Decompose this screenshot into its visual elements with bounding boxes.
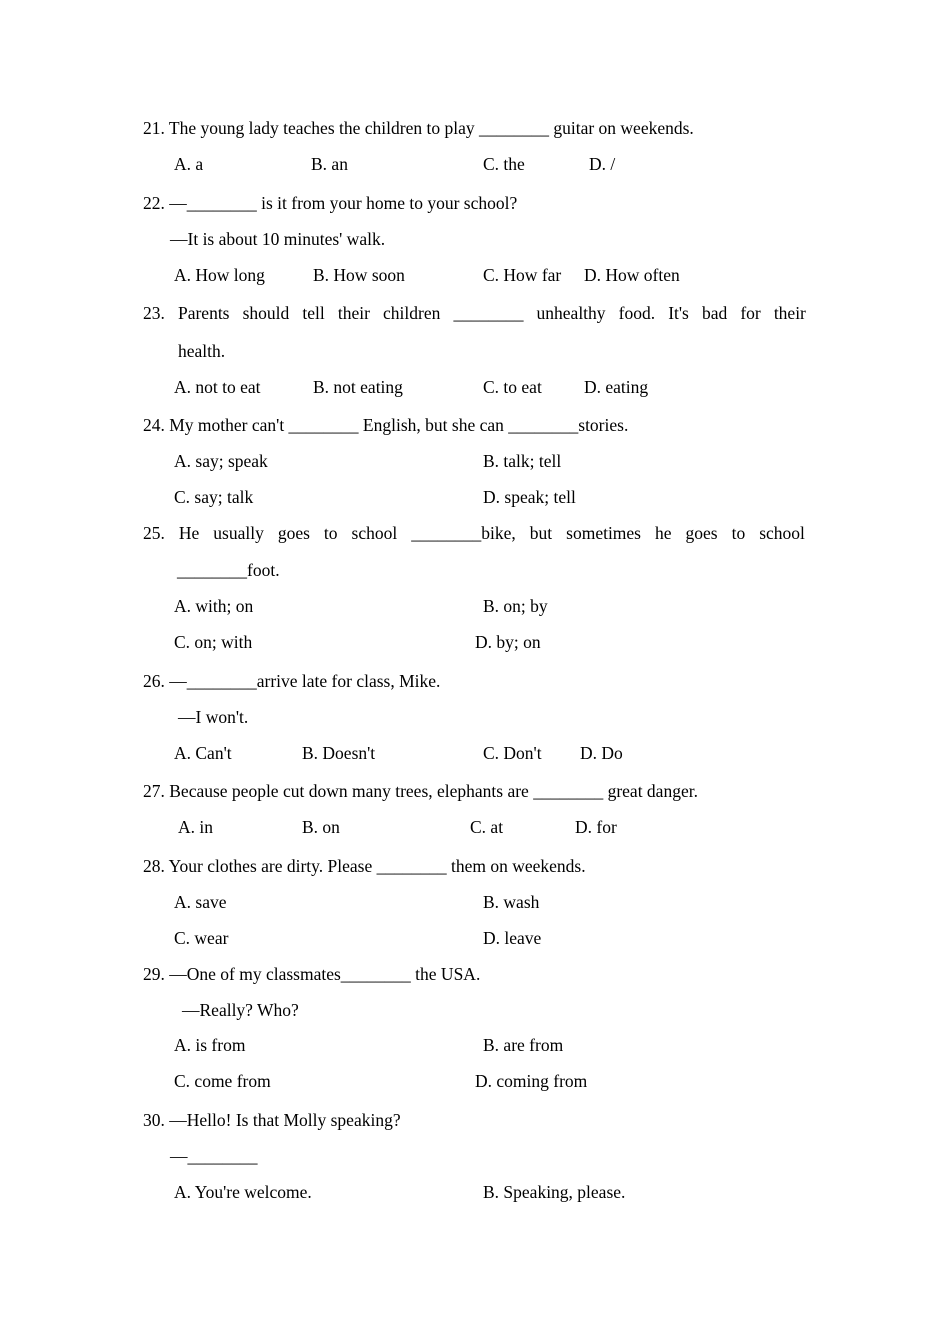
- question-28-option-d: D. leave: [483, 928, 542, 948]
- question-27-option-a: A. in: [178, 817, 213, 837]
- question-29-reply: —Really? Who?: [182, 1000, 299, 1020]
- question-30-option-b: B. Speaking, please.: [483, 1182, 626, 1202]
- stem-word: 25.: [143, 523, 165, 543]
- question-26-option-a: A. Can't: [174, 743, 232, 763]
- stem-word: 23.: [143, 303, 165, 323]
- stem-word: Parents: [177, 303, 230, 323]
- stem-word: bad: [701, 303, 728, 323]
- question-21-option-d: D. /: [589, 154, 616, 174]
- question-28-option-b: B. wash: [483, 892, 540, 912]
- stem-word: tell: [302, 303, 325, 323]
- question-30-reply: —________: [170, 1146, 258, 1166]
- question-22-option-d: D. How often: [584, 265, 680, 285]
- question-26-reply: —I won't.: [178, 707, 249, 727]
- stem-word: school: [759, 523, 805, 543]
- stem-word: goes: [685, 523, 718, 543]
- stem-word: to: [731, 523, 746, 543]
- stem-word: he: [655, 523, 672, 543]
- question-24-option-b: B. talk; tell: [483, 451, 562, 471]
- question-22-option-a: A. How long: [174, 265, 265, 285]
- stem-word: their: [773, 303, 806, 323]
- stem-word: goes: [277, 523, 310, 543]
- question-28-option-a: A. save: [174, 892, 227, 912]
- stem-word: He: [178, 523, 200, 543]
- stem-word: food.: [618, 303, 656, 323]
- question-25-option-b: B. on; by: [483, 596, 548, 616]
- question-29-option-c: C. come from: [174, 1071, 271, 1091]
- question-26-stem: 26. —________arrive late for class, Mike.: [143, 671, 441, 691]
- question-27-option-c: C. at: [470, 817, 504, 837]
- question-22-reply: —It is about 10 minutes' walk.: [170, 229, 386, 249]
- stem-word: but: [529, 523, 553, 543]
- stem-word: usually: [213, 523, 264, 543]
- stem-word: their: [337, 303, 370, 323]
- question-26-option-d: D. Do: [580, 743, 623, 763]
- stem-word: sometimes: [566, 523, 641, 543]
- question-23-option-b: B. not eating: [313, 377, 403, 397]
- stem-word: for: [740, 303, 761, 323]
- question-24-option-c: C. say; talk: [174, 487, 254, 507]
- question-23-option-d: D. eating: [584, 377, 649, 397]
- question-25-stem: [143, 522, 805, 544]
- question-25-option-a: A. with; on: [174, 596, 254, 616]
- stem-word: to: [323, 523, 338, 543]
- question-21-option-a: A. a: [174, 154, 204, 174]
- question-22-option-b: B. How soon: [313, 265, 405, 285]
- question-24-option-d: D. speak; tell: [483, 487, 576, 507]
- question-27-option-d: D. for: [575, 817, 617, 837]
- question-29-stem: 29. —One of my classmates________ the USA.: [143, 964, 481, 984]
- question-23-stem: [143, 302, 806, 324]
- stem-word: should: [242, 303, 290, 323]
- question-29-option-d: D. coming from: [475, 1071, 588, 1091]
- question-21-option-c: C. the: [483, 154, 525, 174]
- question-24-stem: 24. My mother can't ________ English, but she can ________stories.: [143, 415, 629, 435]
- stem-word: ________bike,: [411, 523, 516, 543]
- question-25-option-c: C. on; with: [174, 632, 253, 652]
- stem-word: It's: [668, 303, 689, 323]
- question-30-stem: 30. —Hello! Is that Molly speaking?: [143, 1110, 401, 1130]
- stem-word: school: [351, 523, 398, 543]
- question-25-option-d: D. by; on: [475, 632, 541, 652]
- question-21-stem: 21. The young lady teaches the children to play ________ guitar on weekends.: [143, 118, 694, 138]
- question-30-option-a: A. You're welcome.: [174, 1182, 312, 1202]
- question-27-option-b: B. on: [302, 817, 340, 837]
- question-23-stem-continued: health.: [178, 341, 226, 361]
- stem-word: children: [383, 303, 441, 323]
- question-29-option-b: B. are from: [483, 1035, 564, 1055]
- question-25-stem-continued: ________foot.: [177, 560, 280, 580]
- stem-word: ________: [453, 303, 524, 323]
- question-22-option-c: C. How far: [483, 265, 562, 285]
- question-28-stem: 28. Your clothes are dirty. Please ________ them on weekends.: [143, 856, 586, 876]
- question-22-stem: 22. —________ is it from your home to your school?: [143, 193, 518, 213]
- question-23-option-c: C. to eat: [483, 377, 542, 397]
- stem-word: unhealthy: [536, 303, 606, 323]
- question-24-option-a: A. say; speak: [174, 451, 268, 471]
- question-29-option-a: A. is from: [174, 1035, 246, 1055]
- question-27-stem: 27. Because people cut down many trees, elephants are ________ great danger.: [143, 781, 698, 801]
- question-21-option-b: B. an: [311, 154, 348, 174]
- question-26-option-c: C. Don't: [483, 743, 542, 763]
- question-23-option-a: A. not to eat: [174, 377, 261, 397]
- question-28-option-c: C. wear: [174, 928, 229, 948]
- question-26-option-b: B. Doesn't: [302, 743, 376, 763]
